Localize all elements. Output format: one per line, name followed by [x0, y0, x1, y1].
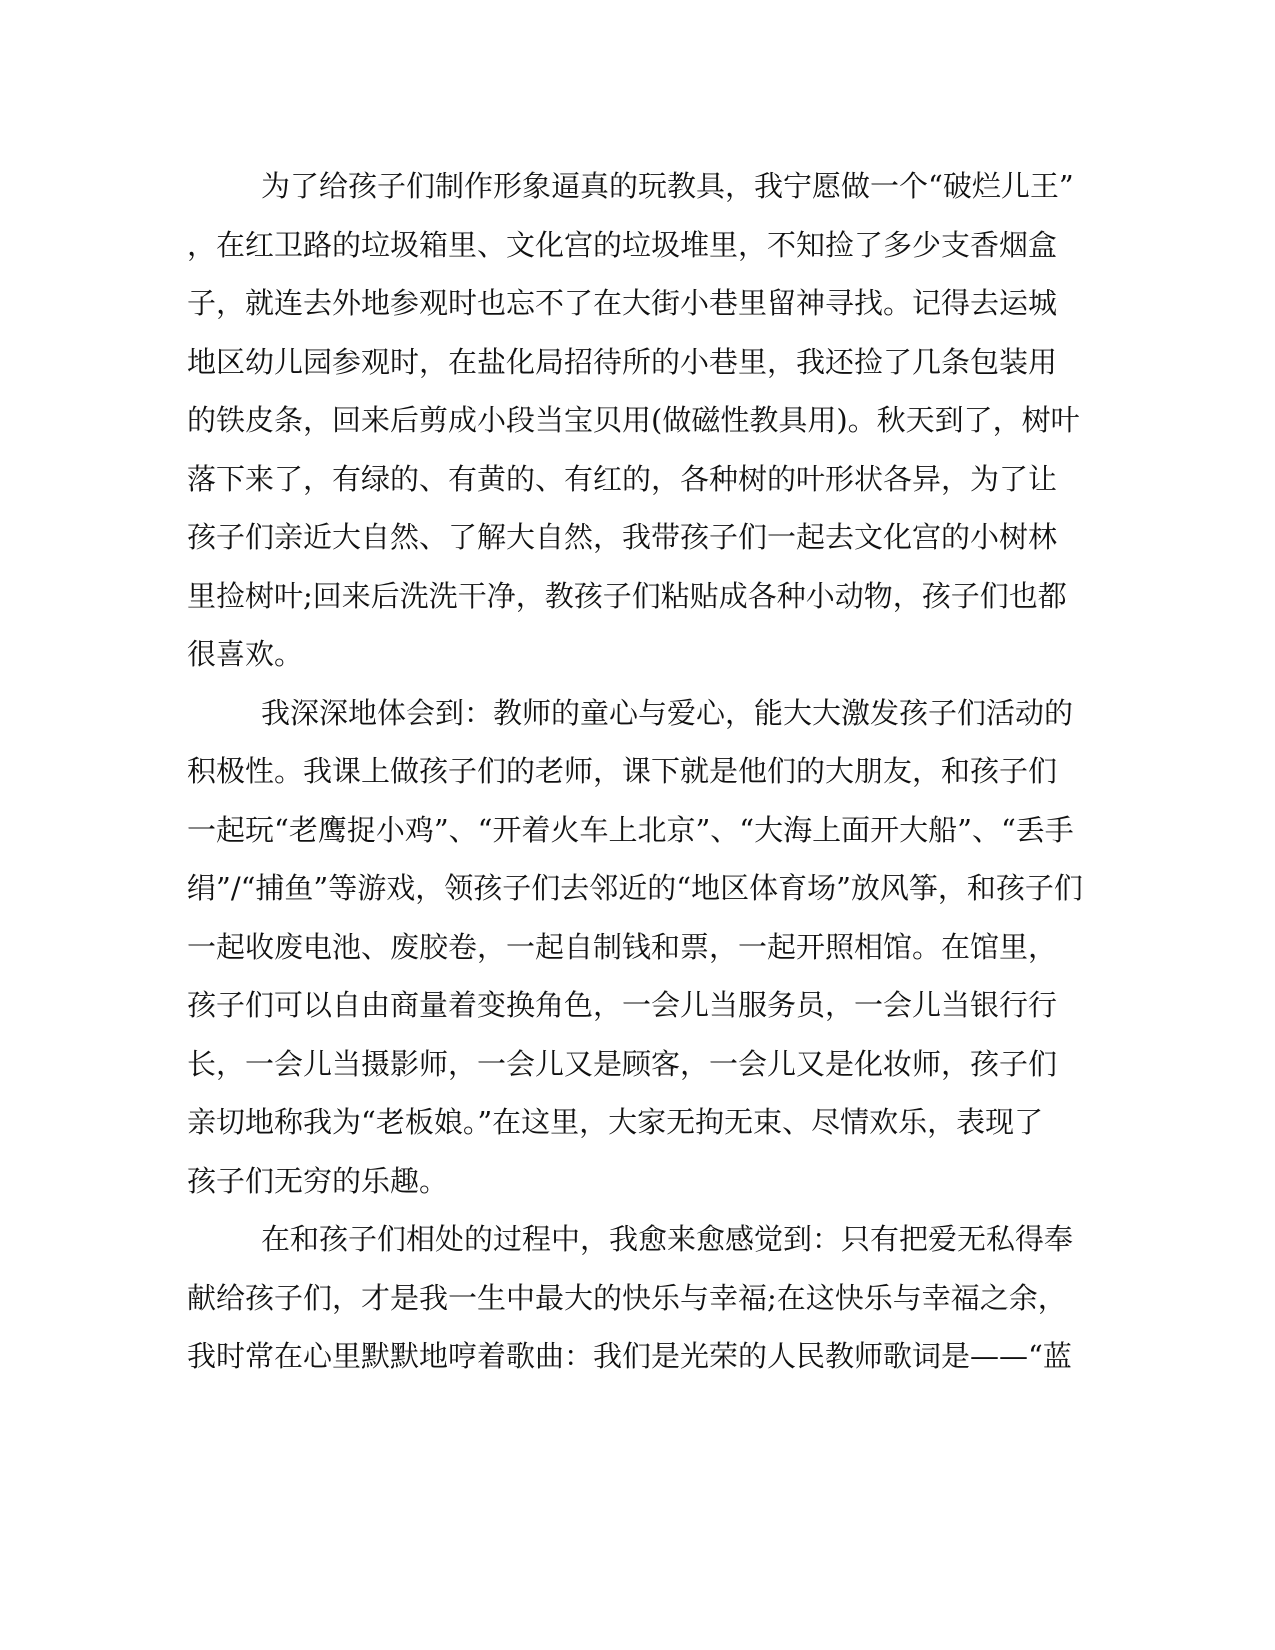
text-line: 长，一会儿当摄影师，一会儿又是顾客，一会儿又是化妆师，孩子们 [187, 1046, 1058, 1081]
text-line: 绢”/“捕鱼”等游戏，领孩子们去邻近的“地区体育场”放风筝，和孩子们 [187, 871, 1083, 905]
text-line: 孩子们无穷的乐趣。 [187, 1163, 449, 1198]
text-line: 我时常在心里默默地哼着歌曲：我们是光荣的人民教师歌词是——“蓝 [187, 1339, 1072, 1373]
text-line: 的铁皮条，回来后剪成小段当宝贝用(做磁性教具用)。秋天到了，树叶 [187, 403, 1080, 437]
paragraph-3 [187, 1210, 1079, 1386]
text-line: 很喜欢。 [187, 637, 304, 671]
text-line: 我深深地体会到：教师的童心与爱心，能大大激发孩子们活动的 [261, 695, 1074, 730]
paragraph-1 [187, 157, 1079, 684]
text-line: 一起收废电池、废胶卷，一起自制钱和票，一起开照相馆。在馆里， [187, 929, 1058, 964]
text-line: 地区幼儿园参观时，在盐化局招待所的小巷里，我还捡了几条包装用 [187, 344, 1058, 379]
text-line: 为了给孩子们制作形象逼真的玩教具，我宁愿做一个“破烂儿王” [261, 169, 1074, 203]
document-body [187, 157, 1083, 1386]
text-line: 落下来了，有绿的、有黄的、有红的，各种树的叶形状各异，为了让 [187, 461, 1058, 496]
text-line: ，在红卫路的垃圾箱里、文化宫的垃圾堆里，不知捡了多少支香烟盒 [187, 227, 1058, 262]
text-line: 孩子们可以自由商量着变换角色，一会儿当服务员，一会儿当银行行 [187, 988, 1058, 1022]
text-line: 亲切地称我为“老板娘。”在这里，大家无拘无束、尽情欢乐，表现了 [187, 1105, 1044, 1139]
text-line: 里捡树叶;回来后洗洗干净，教孩子们粘贴成各种小动物，孩子们也都 [187, 578, 1067, 613]
text-line: 子，就连去外地参观时也忘不了在大街小巷里留神寻找。记得去运城 [187, 286, 1058, 320]
paragraph-2 [187, 684, 1083, 1211]
text-line: 一起玩“老鹰捉小鸡”、“开着火车上北京”、“大海上面开大船”、“丢手 [187, 812, 1074, 847]
text-line: 在和孩子们相处的过程中，我愈来愈感觉到：只有把爱无私得奉 [261, 1222, 1074, 1256]
text-line: 积极性。我课上做孩子们的老师，课下就是他们的大朋友，和孩子们 [187, 754, 1058, 788]
text-line: 孩子们亲近大自然、了解大自然，我带孩子们一起去文化宫的小树林 [187, 520, 1058, 554]
text-line: 献给孩子们，才是我一生中最大的快乐与幸福;在这快乐与幸福之余， [187, 1280, 1067, 1315]
